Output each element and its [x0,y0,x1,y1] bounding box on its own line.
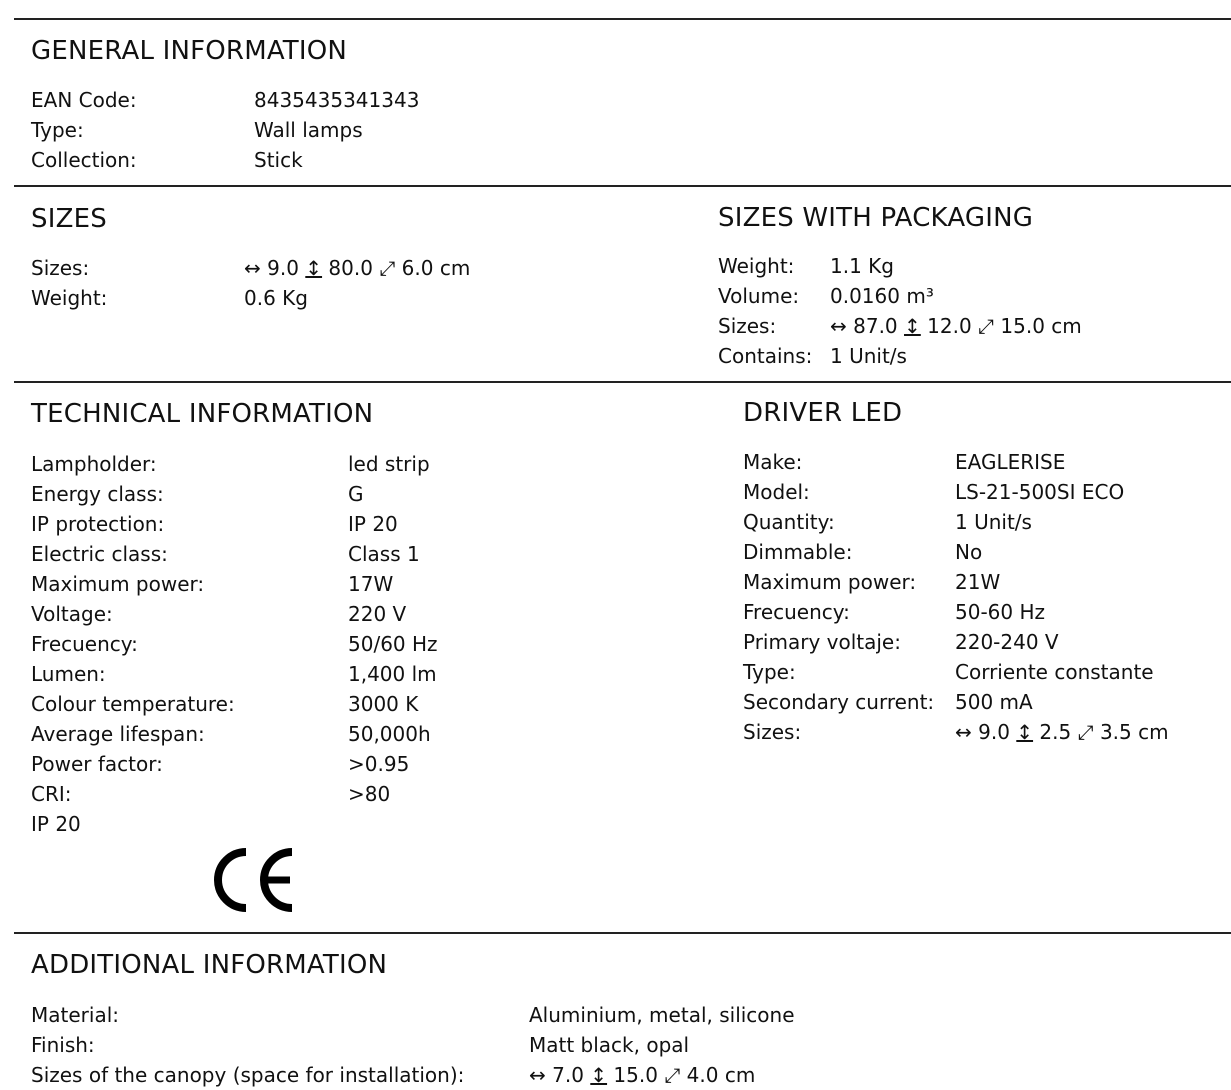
driver-frecuency-value: 50-60 Hz [955,600,1046,624]
cri-label: CRI: [31,782,72,806]
spec-row [31,1030,1211,1060]
diagonal-arrow-icon: ⤢ [379,256,396,280]
spec-row [31,779,711,809]
voltage-label: Voltage: [31,602,113,626]
height-value: 80.0 [328,256,373,280]
finish-label: Finish: [31,1033,95,1057]
general-information-section [31,36,347,66]
dimmable-value: No [955,540,983,564]
section-divider [14,932,1231,934]
driver-led-list [743,447,1223,747]
make-label: Make: [743,450,803,474]
packaging-weight-value: 1.1 Kg [830,254,894,278]
spec-row [31,509,711,539]
width-value: 87.0 [853,314,898,338]
ip-protection-value: IP 20 [348,512,398,536]
packaging-list [718,251,1218,371]
additional-information-section [31,950,387,980]
section-divider [14,185,1231,187]
spec-row [31,689,711,719]
primary-voltaje-label: Primary voltaje: [743,630,901,654]
technical-information-section [31,399,373,429]
driver-type-value: Corriente constante [955,660,1154,684]
unit-value: cm [439,256,471,280]
spec-row [743,597,1223,627]
height-value: 12.0 [927,314,972,338]
ean-code-value: 8435435341343 [254,88,420,112]
packaging-volume-label: Volume: [718,284,800,308]
maximum-power-label: Maximum power: [31,572,205,596]
weight-label: Weight: [31,286,108,310]
secondary-current-value: 500 mA [955,690,1033,714]
up-down-arrow-icon: ↕ [904,314,921,338]
left-right-arrow-icon: ↔ [529,1063,546,1087]
make-value: EAGLERISE [955,450,1066,474]
spec-row [31,283,631,313]
general-information-title: GENERAL INFORMATION [31,36,348,66]
energy-class-value: G [348,482,364,506]
up-down-arrow-icon: ↕ [590,1063,608,1087]
spec-row [743,627,1223,657]
model-label: Model: [743,480,810,504]
packaging-contains-value: 1 Unit/s [830,344,907,368]
diagonal-arrow-icon: ⤢ [664,1063,681,1087]
additional-information-list [31,1000,1211,1090]
left-right-arrow-icon: ↔ [830,314,847,338]
driver-sizes-value [955,717,1169,747]
ce-mark-icon [212,846,298,918]
packaging-sizes-label: Sizes: [718,314,777,338]
cri-value: >80 [348,782,391,806]
weight-value: 0.6 Kg [244,286,308,310]
collection-value: Stick [254,148,303,172]
spec-row [31,1000,1211,1030]
average-lifespan-label: Average lifespan: [31,722,205,746]
left-right-arrow-icon: ↔ [244,256,261,280]
unit-value: cm [1138,720,1169,744]
driver-maximum-power-value: 21W [955,570,1001,594]
lumen-value: 1,400 lm [348,662,437,686]
power-factor-label: Power factor: [31,752,163,776]
voltage-value: 220 V [348,602,407,626]
section-divider [14,381,1231,383]
driver-frecuency-label: Frecuency: [743,600,850,624]
secondary-current-label: Secondary current: [743,690,935,714]
spec-row [31,599,711,629]
driver-sizes-label: Sizes: [743,720,802,744]
technical-information-list [31,449,711,839]
driver-led-section [743,398,902,428]
canopy-sizes-label: Sizes of the canopy (space for installation): [31,1063,465,1087]
average-lifespan-value: 50,000h [348,722,431,746]
type-label: Type: [31,118,84,142]
material-label: Material: [31,1003,119,1027]
technical-information-title: TECHNICAL INFORMATION [31,399,374,429]
spec-row [743,717,1223,747]
lumen-label: Lumen: [31,662,106,686]
spec-row [718,311,1218,341]
additional-information-title: ADDITIONAL INFORMATION [31,950,388,980]
up-down-arrow-icon: ↕ [1016,720,1034,744]
electric-class-label: Electric class: [31,542,168,566]
spec-row [31,719,711,749]
spec-row [743,507,1223,537]
packaging-title: SIZES WITH PACKAGING [718,203,1034,233]
lampholder-value: led strip [348,452,430,476]
left-right-arrow-icon: ↔ [955,720,972,744]
diagonal-arrow-icon: ⤢ [1077,720,1094,744]
unit-value: cm [724,1063,756,1087]
spec-row [31,115,631,145]
primary-voltaje-value: 220-240 V [955,630,1059,654]
canopy-sizes-value [529,1060,755,1090]
spec-row [31,569,711,599]
quantity-label: Quantity: [743,510,835,534]
driver-led-title: DRIVER LED [743,398,903,428]
sizes-section [31,204,107,234]
spec-row [743,657,1223,687]
spec-row [31,253,631,283]
unit-value: cm [1051,314,1082,338]
spec-row [743,567,1223,597]
sizes-title: SIZES [31,204,107,234]
spec-row [31,629,711,659]
model-value: LS-21-500SI ECO [955,480,1125,504]
collection-label: Collection: [31,148,137,172]
type-value: Wall lamps [254,118,363,142]
spec-row [31,749,711,779]
width-value: 9.0 [267,256,299,280]
section-divider [14,18,1231,20]
packaging-sizes-value [830,311,1082,341]
spec-row [718,281,1218,311]
spec-row [31,479,711,509]
packaging-section [718,203,1033,233]
depth-value: 15.0 [1000,314,1045,338]
spec-row [743,447,1223,477]
material-value: Aluminium, metal, silicone [529,1003,795,1027]
power-factor-value: >0.95 [348,752,410,776]
colour-temperature-label: Colour temperature: [31,692,235,716]
spec-row [718,341,1218,371]
depth-value: 3.5 [1099,720,1132,744]
spec-row [743,687,1223,717]
width-value: 7.0 [552,1063,584,1087]
depth-value: 4.0 [686,1063,719,1087]
spec-row [31,659,711,689]
spec-row [31,449,711,479]
electric-class-value: Class 1 [348,542,420,566]
packaging-weight-label: Weight: [718,254,795,278]
colour-temperature-value: 3000 K [348,692,419,716]
spec-row [31,1060,1211,1090]
packaging-volume-value: 0.0160 m³ [830,284,934,308]
spec-row [718,251,1218,281]
spec-row [31,809,711,839]
frecuency-value: 50/60 Hz [348,632,438,656]
height-value: 15.0 [613,1063,658,1087]
spec-row [31,539,711,569]
depth-value: 6.0 [401,256,434,280]
sizes-label: Sizes: [31,256,90,280]
sizes-list [31,253,631,313]
driver-type-label: Type: [743,660,796,684]
quantity-value: 1 Unit/s [955,510,1032,534]
dimmable-label: Dimmable: [743,540,853,564]
packaging-contains-label: Contains: [718,344,813,368]
ip-protection-label: IP protection: [31,512,165,536]
energy-class-label: Energy class: [31,482,164,506]
diagonal-arrow-icon: ⤢ [978,314,995,338]
spec-row [31,145,631,175]
spec-row [31,85,631,115]
spec-row [743,537,1223,567]
frecuency-label: Frecuency: [31,632,138,656]
general-information-list [31,85,631,175]
lampholder-label: Lampholder: [31,452,157,476]
height-value: 2.5 [1039,720,1072,744]
finish-value: Matt black, opal [529,1033,690,1057]
spec-row [743,477,1223,507]
driver-maximum-power-label: Maximum power: [743,570,917,594]
width-value: 9.0 [978,720,1010,744]
maximum-power-value: 17W [348,572,394,596]
ean-code-label: EAN Code: [31,88,137,112]
sizes-value [244,253,470,283]
up-down-arrow-icon: ↕ [305,256,323,280]
ip-rating-note: IP 20 [31,812,81,836]
